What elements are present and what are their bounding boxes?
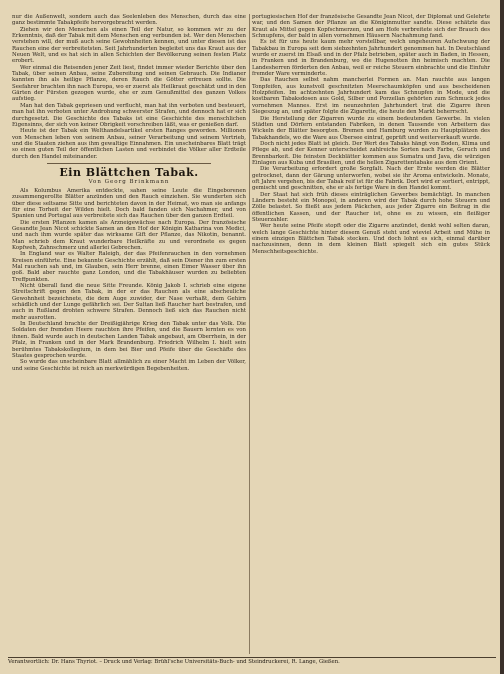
paragraph: Das Rauchen selbst nahm mancherlei Formen an. Man rauchte aus langen Tonpfeifen, aus kunstvoll geschnitzten Meerschaumköpfen und aus bescheidenen Holzpfeifen. Im achtzehnten Jahrhundert kam das Schnupfen in Mode, und die kostbaren Tabaksdosen aus Gold, Silber und Porzellan gehörten zum Schmuck jedes vornehmen Mannes. Erst im neunzehnten Jahrhundert trat die Zigarre ihren Siegeszug an, und später folgte die Zigarette, die heute den Markt beherrscht. <box>252 77 490 116</box>
imprint-footer: Verantwortlich: Dr. Hans Thyriot. – Druck und Verlag: Brühl'sche Universitäts-Buch- und Steindruckerei, R. Lange, Gießen. <box>8 657 496 667</box>
left-top-text <box>12 14 246 160</box>
right-column <box>252 14 490 654</box>
left-column <box>12 14 246 654</box>
paragraph: Nicht überall fand die neue Sitte Freunde. König Jakob I. schrieb eine eigene Streitschrift gegen den Tabak, in der er das Rauchen als eine abscheuliche Gewohnheit bezeichnete, die dem Auge zuwider, der Nase verhaßt, dem Gehirn schädlich und der Lunge gefährlich sei. Der Sultan ließ Raucher hart bestrafen, und auch in Rußland drohten schwere Strafen. Dennoch ließ sich das Rauchen nicht mehr ausrotten. <box>12 283 246 321</box>
paragraph: In England war es Walter Raleigh, der das Pfeifenrauchen in den vornehmen Kreisen einführte. Eine bekannte Geschichte erzählt, daß sein Diener ihn zum ersten Mal rauchen sah und, im Glauben, sein Herr brenne, einen Eimer Wasser über ihn goß. Bald aber rauchte ganz London, und die Tabakhäuser wurden zu beliebten Treffpunkten. <box>12 251 246 283</box>
paragraph: Es ist für uns heute kaum mehr vorstellbar, welch ungeheuren Aufschwung der Tabakbau in Europa seit dem siebzehnten Jahrhundert genommen hat. In Deutschland wurde er zuerst im Elsaß und in der Pfalz betrieben, später auch in Baden, in Hessen, in Franken und in Brandenburg, wo die Hugenotten ihn heimisch machten. Die Landesherren förderten den Anbau, weil er reiche Steuern einbrachte und die Einfuhr fremder Ware verminderte. <box>252 39 490 78</box>
left-bottom-text <box>12 188 246 372</box>
article-title: Ein Blättchen Tabak. <box>59 165 199 179</box>
paragraph: Wer einmal die Reisenden jener Zeit liest, findet immer wieder Berichte über den Tabak, über seinen Anbau, seine Zubereitung und seinen Gebrauch. Die Indianer kannten ihn als heilige Pflanze, deren Rauch die Götter erfreuen sollte. Die Seefahrer brachten ihn nach Europa, wo er zuerst als Heilkraut geschätzt und in den Gärten der Fürsten gezogen wurde, ehe er zum Genußmittel des ganzen Volkes aufstieg. <box>12 64 246 103</box>
article-byline: Von Georg Brinkmann <box>88 178 170 185</box>
paragraph: So wurde das unscheinbare Blatt allmählich zu einer Macht im Leben der Völker, und seine Geschichte ist reich an merkwürdigen Begebenheiten. <box>12 359 246 372</box>
paragraph: Die Verarbeitung erfordert große Sorgfalt. Nach der Ernte werden die Blätter getrocknet, dann der Gärung unterworfen, wobei sie ihr Aroma entwickeln. Monate, oft Jahre vergehen, bis der Tabak reif ist für die Fabrik. Dort wird er sortiert, entrippt, gemischt und geschnitten, ehe er als fertige Ware in den Handel kommt. <box>252 166 490 192</box>
column-rule <box>249 14 250 654</box>
paragraph: In Deutschland brachte der Dreißigjährige Krieg den Tabak unter das Volk. Die Soldaten der fremden Heere rauchten ihre Pfeifen, und die Bauern lernten es von ihnen. Bald wurde auch in deutschen Landen Tabak angebaut, am Oberrhein, in der Pfalz, in Franken und in der Mark Brandenburg. Friedrich Wilhelm I. hielt sein berühmtes Tabakskollegium, in dem bei Bier und Pfeife über die Geschäfte des Staates gesprochen wurde. <box>12 321 246 359</box>
paragraph: Ziehen wir den Menschen als einen Teil der Natur, so kommen wir zu der Erkenntnis, daß der Tabak mit dem Menschen eng verbunden ist. Wer den Menschen verstehen will, der muß auch seine Gewohnheiten kennen, und unter diesen ist das Rauchen eine der verbreitetsten. Seit Jahrhunderten begleitet uns das Kraut aus der Neuen Welt, und es hat sich in allen Schichten der Bevölkerung seinen festen Platz erobert. <box>12 26 246 65</box>
paragraph: Doch nicht jedes Blatt ist gleich. Der Wert des Tabaks hängt von Boden, Klima und Pflege ab, und der Kenner unterscheidet zahlreiche Sorten nach Farbe, Geruch und Brennbarkeit. Die feinsten Deckblätter kommen aus Sumatra und Java, die würzigen Einlagen aus Kuba und Brasilien, und die hellen Zigarettentabake aus dem Orient. <box>252 140 490 166</box>
page-binding-edge <box>500 0 504 674</box>
paragraph: Man hat den Tabak gepriesen und verflucht, man hat ihn verboten und besteuert, man hat ihn verboten unter Androhung schwerster Strafen, und dennoch hat er sich durchgesetzt. Die Geschichte des Tabaks ist eine Geschichte des menschlichen Eigensinns, der sich von keiner Obrigkeit vorschreiben läßt, was er genießen darf. <box>12 102 246 128</box>
paragraph: Der Staat hat sich früh dieses einträglichen Gewerbes bemächtigt. In manchen Ländern besteht ein Monopol, in anderen wird der Tabak durch hohe Steuern und Zölle belastet. So fließt aus jedem Päckchen, aus jeder Zigarre ein Beitrag in die öffentlichen Kassen, und der Raucher ist, ohne es zu wissen, ein fleißiger Steuerzahler. <box>252 191 490 223</box>
paragraph: Die Herstellung der Zigarren wurde zu einem bedeutenden Gewerbe. In vielen Städten und Dörfern entstanden Fabriken, in denen Tausende von Arbeitern das Wickeln der Blätter besorgten. Bremen und Hamburg wurden zu Hauptplätzen des Tabakhandels, wo die Ware aus Übersee eintraf, geprüft und weiterverkauft wurde. <box>252 115 490 141</box>
paragraph: Wer heute seine Pfeife stopft oder die Zigarre anzündet, denkt wohl selten daran, welch lange Geschichte hinter diesem Genuß steht und wieviel Arbeit und Mühe in einem einzigen Blättchen Tabak stecken. Und doch lohnt es sich, einmal darüber nachzusinnen, denn in dem kleinen Blatt spiegelt sich ein gutes Stück Menschheitsgeschichte. <box>252 223 490 255</box>
paragraph: portugiesischen Hof der französische Gesandte Jean Nicot, der Diplomat und Gelehrte war, und den Samen der Pflanze an die Königinmutter sandte. Diese schätzte das Kraut als Mittel gegen Kopfschmerzen, und am Hofe verbreitete sich der Brauch des Schnupfens, der bald in allen vornehmen Häusern Nachahmung fand. <box>252 14 490 40</box>
paragraph: Als Kolumbus Amerika entdeckte, sahen seine Leute die Eingeborenen zusammengerollte Blätter anzünden und den Rauch einziehen. Sie wunderten sich über diese seltsame Sitte und berichteten davon in der Heimat, wo man sie anfangs für eine Torheit der Wilden hielt. Doch bald fanden sich Nachahmer, und von Spanien und Portugal aus verbreitete sich das Rauchen über den ganzen Erdteil. <box>12 187 246 220</box>
separator-line <box>47 163 211 164</box>
paragraph: Die ersten Pflanzen kamen als Arzneigewächse nach Europa. Der französische Gesandte Jean Nicot schickte Samen an den Hof der Königin Katharina von Medici, und nach ihm wurde später das wirksame Gift der Pflanze, das Nikotin, benannt. Man schrieb dem Kraut wunderbare Heilkräfte zu und verordnete es gegen Kopfweh, Zahnschmerz und allerlei Gebrechen. <box>12 219 246 251</box>
paragraph: Heute ist der Tabak ein Welthandelsartikel ersten Ranges geworden. Millionen von Menschen leben von seinem Anbau, seiner Verarbeitung und seinem Vertrieb, und die Staaten ziehen aus ihm gewaltige Einnahmen. Ein unscheinbares Blatt trägt so einen guten Teil der öffentlichen Lasten und verbindet die Völker aller Erdteile durch den Handel miteinander. <box>12 128 246 160</box>
paragraph: nur die Außenwelt, sondern auch das Seelenleben des Menschen, durch das eine ganz bestimmte Tabakpfeife hervorgebracht werden. <box>12 14 246 27</box>
